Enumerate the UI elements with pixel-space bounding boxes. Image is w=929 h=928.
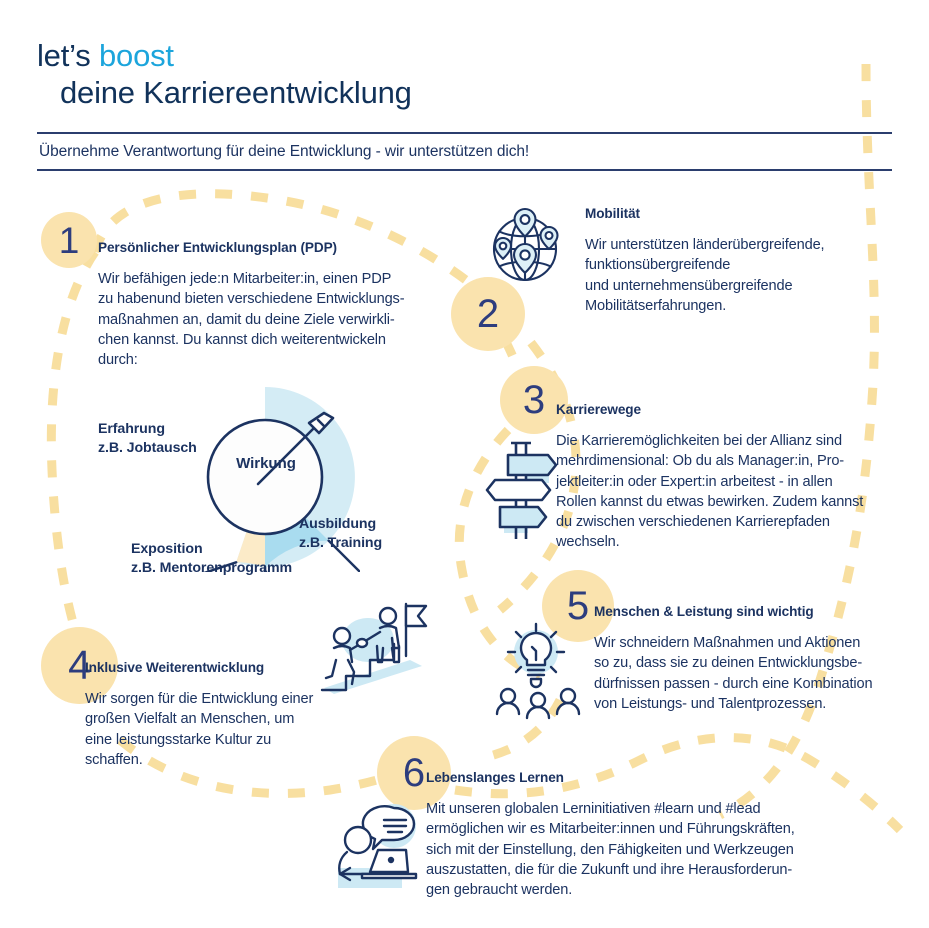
- item-3-body: [556, 431, 906, 553]
- item-1-body-line: Wir befähigen jede:n Mitarbeiter:in, einen PDP: [98, 271, 392, 287]
- item-1-body-line: durch:: [98, 352, 138, 369]
- step-number-2: 2: [451, 277, 525, 351]
- globe-pins-icon: [483, 203, 567, 292]
- item-4-title: Inklusive Weiterentwicklung: [85, 660, 265, 675]
- item-3-body-line: jektleiter:in oder Expert:in arbeitest - in allen: [556, 473, 833, 490]
- step-number-3: 3: [500, 366, 568, 434]
- item-2-body: [585, 235, 905, 316]
- item-2-body-line: Mobilitätserfahrungen.: [585, 297, 727, 314]
- item-6-body-line: auszustatten, die für die Zukunft und ihre Herausforderun-: [426, 861, 793, 878]
- item-6-body-line: gen gebraucht werden.: [426, 882, 573, 899]
- person-laptop-chat-icon: [336, 804, 432, 901]
- donut-label-erfahrung-name: Erfahrung: [98, 421, 165, 437]
- donut-center-label: Wirkung: [236, 455, 296, 472]
- donut-label-ausbildung-sub: z.B. Training: [299, 534, 383, 551]
- item-3: [556, 402, 906, 553]
- page-title-line-2: deine Karriereentwicklung: [60, 74, 412, 110]
- item-2-body-line: funktionsübergreifende: [585, 257, 731, 274]
- step-number-4: 4: [41, 627, 118, 704]
- item-5-body-line: dürfnissen passen - durch eine Kombination: [594, 675, 873, 692]
- item-6-body-line: ermöglichen wir es Mitarbeiter:innen und Führungskräften,: [426, 821, 795, 838]
- lightbulb-people-icon: [492, 620, 592, 725]
- title-accent: boost: [98, 38, 174, 73]
- item-6: [426, 770, 916, 900]
- item-1: [98, 240, 458, 370]
- item-1-body: [98, 269, 458, 370]
- item-2-title: Mobilität: [585, 206, 640, 221]
- donut-label-ausbildung: [299, 515, 382, 553]
- item-4-body: [85, 689, 405, 770]
- subtitle: Übernehme Verantwortung für deine Entwicklung - wir unterstützen dich!: [39, 143, 530, 161]
- item-2-body-line: Wir unterstützen länderübergreifende,: [585, 237, 825, 253]
- item-3-body-line: mehrdimensional: Ob du als Manager:in, Pro-: [556, 453, 844, 470]
- item-4-body-line: großen Vielfalt an Menschen, um: [85, 711, 295, 728]
- item-5-body-line: Wir schneidern Maßnahmen und Aktionen: [594, 635, 861, 651]
- item-6-body-line: sich mit der Einstellung, den Fähigkeiten und Werkzeugen: [426, 841, 794, 858]
- item-5-title: Menschen & Leistung sind wichtig: [594, 604, 814, 619]
- item-4-body-line: Wir sorgen für die Entwicklung einer: [85, 691, 314, 707]
- donut-label-ausbildung-name: Ausbildung: [299, 516, 377, 532]
- item-6-title: Lebenslanges Lernen: [426, 770, 564, 785]
- item-4: [85, 660, 405, 770]
- item-5-body: [594, 633, 914, 714]
- donut-label-exposition-name: Exposition: [131, 541, 203, 557]
- item-2: [585, 206, 905, 316]
- page-title-line-1: [37, 38, 892, 75]
- item-5-body-line: von Leistungs- und Talentprozessen.: [594, 695, 827, 712]
- item-1-body-line: chen kannst. Du kannst dich weiterentwickeln: [98, 331, 386, 348]
- item-5: [594, 604, 914, 714]
- item-3-body-line: du zwischen verschiedenen Karrierepfaden: [556, 514, 830, 531]
- divider-bottom: [37, 169, 892, 171]
- step-number-6: 6: [377, 736, 451, 810]
- title-prefix: let’s: [37, 38, 99, 73]
- donut-label-erfahrung: [98, 420, 197, 458]
- step-number-5: 5: [542, 570, 614, 642]
- item-2-body-line: und unternehmensübergreifende: [585, 277, 793, 294]
- signpost-icon: [480, 435, 566, 552]
- item-1-title: Persönlicher Entwicklungsplan (PDP): [98, 240, 337, 255]
- donut-label-exposition-sub: z.B. Mentorenprogramm: [131, 559, 293, 576]
- item-3-body-line: Die Karrieremöglichkeiten bei der Allianz sind: [556, 433, 842, 449]
- item-3-title: Karrierewege: [556, 402, 641, 417]
- header: [37, 38, 892, 171]
- item-5-body-line: so zu, dass sie zu deinen Entwicklungsbe-: [594, 655, 863, 672]
- item-6-body-line: Mit unseren globalen Lerninitiativen #learn und #lead: [426, 801, 761, 817]
- item-1-body-line: zu habenund bieten verschiedene Entwicklungs-: [98, 291, 405, 308]
- step-number-1: 1: [41, 212, 97, 268]
- item-3-body-line: Rollen kannst du etwas bewirken. Zudem kannst: [556, 493, 864, 510]
- item-3-body-line: wechseln.: [556, 534, 620, 551]
- item-4-body-line: eine leistungsstarke Kultur zu: [85, 731, 272, 748]
- item-1-body-line: maßnahmen an, damit du deine Ziele verwirkli-: [98, 311, 395, 328]
- donut-label-exposition: [131, 540, 292, 578]
- item-4-body-line: schaffen.: [85, 751, 143, 768]
- donut-label-erfahrung-sub: z.B. Jobtausch: [98, 439, 197, 456]
- item-6-body: [426, 799, 916, 900]
